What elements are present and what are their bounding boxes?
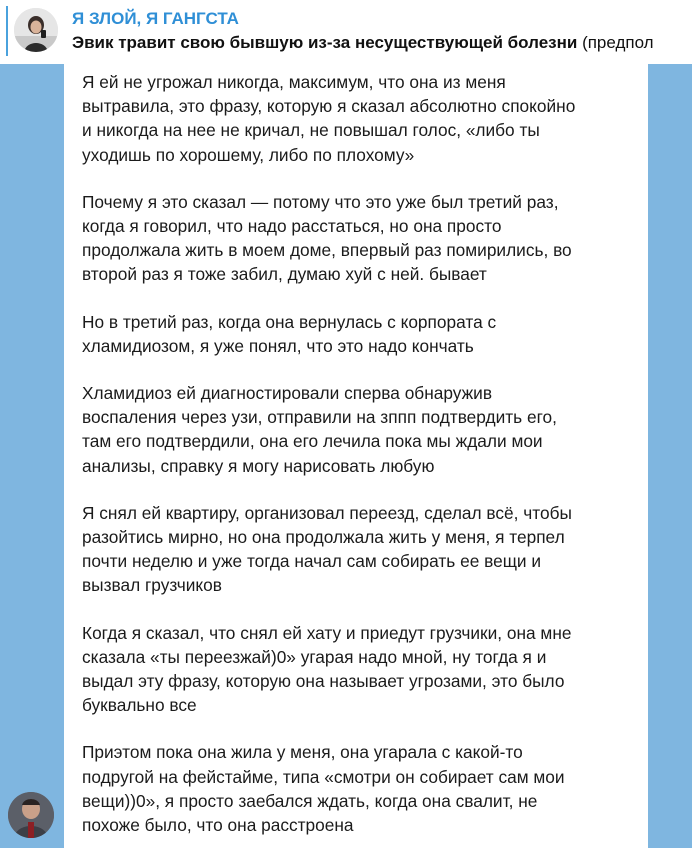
message-bubble[interactable] <box>64 64 648 848</box>
channel-avatar[interactable] <box>14 8 58 52</box>
pinned-accent-bar <box>6 6 8 56</box>
message-paragraph-1: Я ей не угрожал никогда, максимум, что она из меня вытравила, это фразу, которую я сказал абсолютно спокойно и никогда на нее не кричал, не повышал голос, «либо ты уходишь по хорошему, либо по плохому» <box>82 72 576 165</box>
message-paragraph-4: Хламидиоз ей диагностировали сперва обнаружив воспаления через узи, отправили на зппп подтвердить его, там его подтвердили, она его лечила пока мы ждали мои анализы, справку я могу нарисовать любую <box>82 383 557 476</box>
message-paragraph-2: Почему я это сказал — потому что это уже был третий раз, когда я говорил, что надо расстаться, но она просто продолжала жить в моем доме, впервый раз помирились, во второй раз я тоже забил, думаю хуй с ней. бывает <box>82 191 572 285</box>
pinned-subtitle: (предпол <box>577 33 654 52</box>
message-paragraph-6: Когда я сказал, что снял ей хату и приедут грузчики, она мне сказала «ты переезжай)0» угарая надо мной, ну тогда я и выдал эту фразу, которую она называет угрозами, это было буквально все <box>82 622 572 716</box>
chat-background-left <box>0 64 64 848</box>
pinned-header[interactable] <box>0 0 692 64</box>
message-paragraph-5: Я снял ей квартиру, организовал переезд, сделал всё, чтобы разойтись мирно, но она продолжала жить у меня, я терпел почти неделю и уже тогда начал сам собирать ее вещи и вызвал грузчиков <box>82 502 572 596</box>
pinned-message-preview[interactable] <box>72 33 654 53</box>
message-paragraph-3: Но в третий раз, когда она вернулась с корпората с хламидиозом, я уже понял, что это надо кончать <box>82 311 497 356</box>
chat-background-right <box>648 64 692 848</box>
channel-avatar-photo-icon <box>14 8 58 52</box>
channel-name[interactable]: Я ЗЛОЙ, Я ГАНГСТА <box>72 9 239 28</box>
sender-avatar-photo-icon <box>8 792 54 838</box>
pinned-title: Эвик травит свою бывшую из-за несуществующей болезни <box>72 33 578 52</box>
message-paragraph-7: Приэтом пока она жила у меня, она угарала с какой-то подругой на фейстайме, типа «смотри он собирает сам мои вещи))0», я просто заебался ждать, когда она свалит, не похоже было, что она расстроена <box>82 742 565 836</box>
sender-avatar[interactable] <box>8 792 54 838</box>
